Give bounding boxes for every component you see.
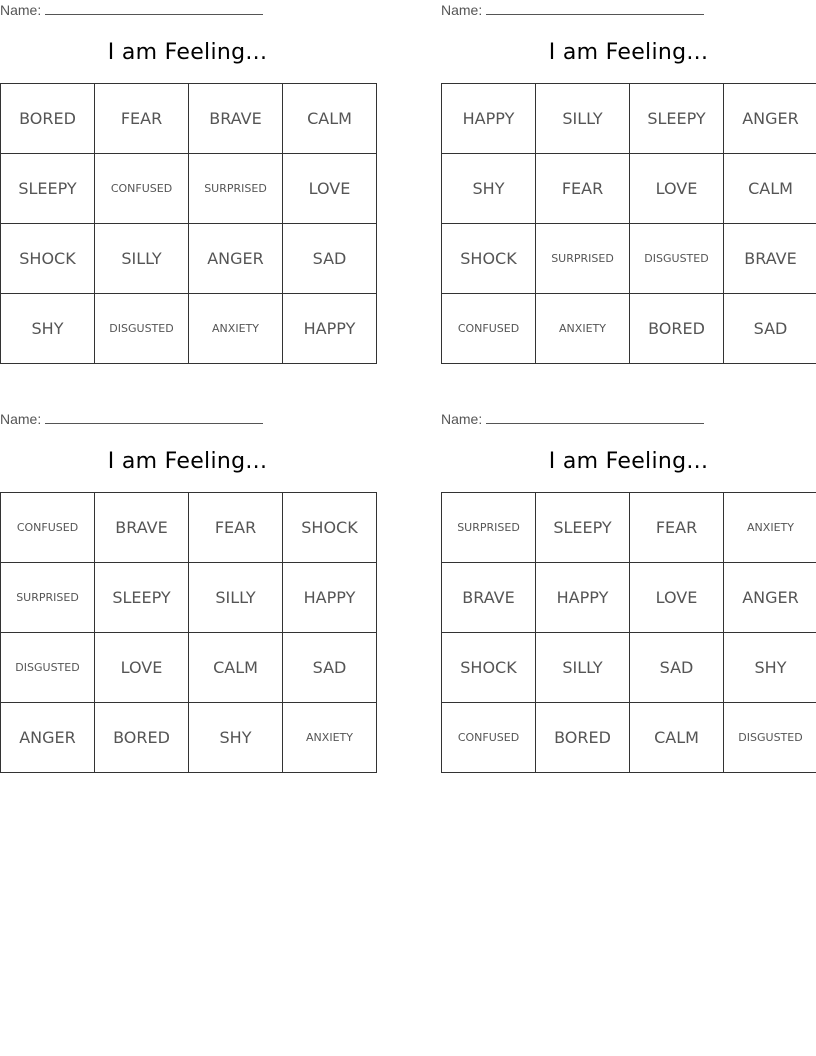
bingo-cell: DISGUSTED [724,703,816,773]
bingo-grid [441,492,816,773]
bingo-cell: FEAR [189,493,283,563]
bingo-cell: HAPPY [442,84,536,154]
bingo-cell: LOVE [630,154,724,224]
bingo-row [442,633,816,703]
bingo-cell: SLEEPY [630,84,724,154]
bingo-row [442,563,816,633]
bingo-cell: ANGER [1,703,95,773]
bingo-cell: CONFUSED [442,703,536,773]
bingo-cell: DISGUSTED [630,224,724,294]
name-field [441,2,704,18]
bingo-cell: SURPRISED [1,563,95,633]
bingo-cell: SLEEPY [95,563,189,633]
bingo-cell: DISGUSTED [1,633,95,703]
card-title: I am Feeling... [107,40,268,65]
bingo-row [1,84,377,154]
bingo-row [442,224,816,294]
bingo-cell: SLEEPY [1,154,95,224]
bingo-cell: LOVE [630,563,724,633]
bingo-cell: BRAVE [95,493,189,563]
bingo-row [1,154,377,224]
name-blank-line [45,2,263,15]
name-blank-line [486,411,704,424]
bingo-cell: SILLY [536,84,630,154]
bingo-cell: DISGUSTED [95,294,189,364]
bingo-cell: BRAVE [442,563,536,633]
bingo-cell: CONFUSED [95,154,189,224]
name-field [441,411,704,427]
bingo-row [1,703,377,773]
bingo-cell: LOVE [95,633,189,703]
name-label: Name: [441,2,483,18]
name-label: Name: [0,2,42,18]
bingo-row [1,493,377,563]
bingo-cell: LOVE [283,154,377,224]
bingo-cell: SILLY [189,563,283,633]
bingo-cell: BRAVE [189,84,283,154]
bingo-cell: ANGER [724,563,816,633]
bingo-cell: SILLY [536,633,630,703]
bingo-grid [0,492,377,773]
bingo-cell: HAPPY [283,563,377,633]
bingo-cell: SURPRISED [189,154,283,224]
bingo-cell: SURPRISED [442,493,536,563]
bingo-row [1,224,377,294]
bingo-row [442,84,816,154]
bingo-cell: SAD [724,294,816,364]
bingo-cell: CALM [189,633,283,703]
bingo-cell: SAD [283,224,377,294]
bingo-cell: BORED [1,84,95,154]
bingo-cell: BRAVE [724,224,816,294]
bingo-cell: CONFUSED [442,294,536,364]
bingo-cell: CALM [630,703,724,773]
bingo-cell: SHY [724,633,816,703]
name-blank-line [486,2,704,15]
card-title: I am Feeling... [107,449,268,474]
bingo-cell: CALM [724,154,816,224]
bingo-cell: CALM [283,84,377,154]
bingo-grid [0,83,377,364]
bingo-cell: SHY [189,703,283,773]
bingo-cell: SAD [630,633,724,703]
name-field [0,411,263,427]
bingo-cell: SURPRISED [536,224,630,294]
bingo-cell: ANXIETY [536,294,630,364]
bingo-grid [441,83,816,364]
bingo-cell: BORED [536,703,630,773]
bingo-cell: SHOCK [442,224,536,294]
bingo-cell: FEAR [630,493,724,563]
name-label: Name: [0,411,42,427]
bingo-cell: SHOCK [442,633,536,703]
bingo-cell: BORED [95,703,189,773]
bingo-cell: BORED [630,294,724,364]
name-blank-line [45,411,263,424]
card-title: I am Feeling... [548,449,709,474]
bingo-cell: FEAR [536,154,630,224]
bingo-cell: HAPPY [536,563,630,633]
bingo-row [1,294,377,364]
bingo-cell: SILLY [95,224,189,294]
bingo-cell: ANGER [189,224,283,294]
name-field [0,2,263,18]
bingo-cell: FEAR [95,84,189,154]
bingo-cell: SHOCK [1,224,95,294]
bingo-cell: ANXIETY [724,493,816,563]
bingo-row [442,703,816,773]
name-label: Name: [441,411,483,427]
bingo-cell: ANXIETY [283,703,377,773]
bingo-row [442,493,816,563]
bingo-row [1,633,377,703]
bingo-cell: SHOCK [283,493,377,563]
bingo-cell: ANXIETY [189,294,283,364]
bingo-row [442,154,816,224]
bingo-row [442,294,816,364]
bingo-cell: SAD [283,633,377,703]
bingo-cell: SHY [1,294,95,364]
bingo-row [1,563,377,633]
bingo-cell: CONFUSED [1,493,95,563]
bingo-cell: SHY [442,154,536,224]
bingo-cell: ANGER [724,84,816,154]
card-title: I am Feeling... [548,40,709,65]
bingo-cell: SLEEPY [536,493,630,563]
bingo-cell: HAPPY [283,294,377,364]
